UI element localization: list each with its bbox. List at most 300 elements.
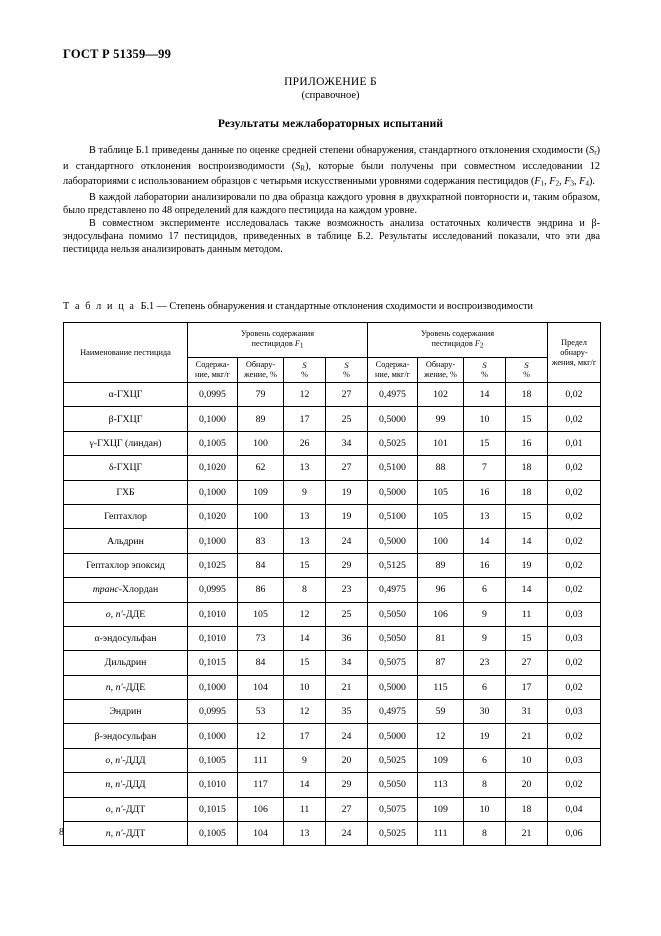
cell-f1-sr: 12: [284, 383, 326, 407]
table-row: [64, 822, 601, 846]
p1-part-c: ), которые были получены при совместном исследовании 12 лабораториями с использованием образцов с четырьмя искусственными уровнями содержания пестицидов (: [63, 160, 600, 188]
pesticide-name-prefix: транс: [92, 584, 119, 596]
cell-detection-limit: 0,02: [548, 724, 601, 748]
pesticide-name-main: -ДДД: [122, 755, 146, 767]
paragraph-2: В каждой лаборатории анализировали по два образца каждого уровня в двухкратной повторности и, таким образом, было представлено по 48 определений для каждого пестицида на каждом уровне.: [63, 192, 600, 217]
cell-pesticide-name: [64, 602, 188, 626]
cell-f1-detection: 73: [238, 626, 284, 650]
cell-f2-content: 0,5050: [368, 626, 418, 650]
cell-f1-content: 0,1025: [188, 553, 238, 577]
pesticide-name-main: -ДДД: [122, 779, 146, 791]
pesticide-name-main: ГХЦГ: [116, 413, 143, 425]
cell-f1-content: 0,1000: [188, 480, 238, 504]
cell-pesticide-name: [64, 578, 188, 602]
cell-f2-sR: 18: [506, 383, 548, 407]
cell-f2-content: 0,5050: [368, 602, 418, 626]
cell-f2-content: 0,5075: [368, 797, 418, 821]
cell-f2-sr: 15: [464, 431, 506, 455]
header-f1-sr: [284, 358, 326, 383]
cell-f1-sr: 17: [284, 724, 326, 748]
header-f1-detection: Обнару-жение, %: [238, 358, 284, 383]
cell-f2-detection: 89: [418, 553, 464, 577]
cell-f1-sR: 34: [326, 431, 368, 455]
cell-f1-sR: 25: [326, 407, 368, 431]
cell-f1-detection: 104: [238, 675, 284, 699]
header-pesticide-name: Наименование пестицида: [64, 323, 188, 383]
pesticide-name-prefix: β-: [94, 730, 103, 742]
cell-detection-limit: 0,02: [548, 651, 601, 675]
cell-f2-detection: 106: [418, 602, 464, 626]
cell-f1-sr: 12: [284, 700, 326, 724]
cell-f1-detection: 106: [238, 797, 284, 821]
cell-f1-sr: 12: [284, 602, 326, 626]
p1-part-d: ).: [588, 176, 595, 188]
cell-f2-detection: 81: [418, 626, 464, 650]
table-row: [64, 724, 601, 748]
table-header-row-groups: [64, 323, 601, 358]
cell-f1-content: 0,1000: [188, 529, 238, 553]
pesticide-name-prefix: γ-: [89, 437, 98, 449]
cell-detection-limit: 0,01: [548, 431, 601, 455]
header-group-f1-sub: 1: [299, 341, 304, 350]
cell-f1-sR: 27: [326, 383, 368, 407]
pesticide-name-prefix: о, п′: [105, 608, 123, 620]
cell-f1-sR: 24: [326, 822, 368, 846]
table-row: [64, 431, 601, 455]
cell-f2-content: 0,4975: [368, 383, 418, 407]
pesticide-name-prefix: п, п′: [105, 681, 123, 693]
cell-f2-sr: 16: [464, 480, 506, 504]
cell-f1-sR: 19: [326, 504, 368, 528]
cell-f2-content: 0,4975: [368, 700, 418, 724]
pesticide-name-prefix: α-: [94, 633, 103, 645]
table-row: [64, 456, 601, 480]
header-f2-detection: Обнару-жение, %: [418, 358, 464, 383]
cell-f2-sR: 14: [506, 578, 548, 602]
header-group-f2: [368, 323, 548, 358]
cell-f1-detection: 79: [238, 383, 284, 407]
cell-f2-sR: 18: [506, 456, 548, 480]
cell-pesticide-name: [64, 822, 188, 846]
cell-f1-sr: 14: [284, 773, 326, 797]
cell-f2-content: 0,5025: [368, 822, 418, 846]
cell-f2-sr: 8: [464, 822, 506, 846]
pesticide-name-main: ГХБ: [116, 486, 135, 498]
table-row: [64, 529, 601, 553]
cell-f2-sR: 18: [506, 480, 548, 504]
cell-f1-detection: 53: [238, 700, 284, 724]
p1-symbol-f2: F: [549, 176, 556, 188]
cell-f2-sr: 14: [464, 529, 506, 553]
table-row: [64, 578, 601, 602]
standard-header: ГОСТ Р 51359—99: [63, 47, 172, 61]
cell-f2-sr: 6: [464, 578, 506, 602]
cell-f2-content: 0,5025: [368, 431, 418, 455]
cell-f1-sr: 10: [284, 675, 326, 699]
table-row: [64, 626, 601, 650]
cell-f1-sR: 20: [326, 748, 368, 772]
header-f1-sR: [326, 358, 368, 383]
cell-f2-sr: 19: [464, 724, 506, 748]
pesticide-name-main: Альдрин: [107, 535, 144, 547]
cell-f1-sr: 13: [284, 529, 326, 553]
cell-f1-sr: 14: [284, 626, 326, 650]
table-row: [64, 407, 601, 431]
cell-f2-sr: 9: [464, 626, 506, 650]
cell-detection-limit: 0,03: [548, 700, 601, 724]
p1-symbol-f1-sub: 1: [540, 179, 545, 188]
table-row: [64, 773, 601, 797]
pesticide-name-main: ГХЦГ: [116, 462, 143, 474]
cell-f2-detection: 12: [418, 724, 464, 748]
p1-symbol-sr: S: [589, 145, 595, 156]
cell-f2-content: 0,5025: [368, 748, 418, 772]
cell-f2-sR: 31: [506, 700, 548, 724]
table-row: [64, 651, 601, 675]
header-f1-sr-unit: %: [301, 369, 308, 379]
pesticide-name-main: Дильдрин: [104, 657, 147, 669]
cell-f1-sr: 15: [284, 651, 326, 675]
cell-f2-detection: 115: [418, 675, 464, 699]
cell-f2-sr: 9: [464, 602, 506, 626]
cell-f2-content: 0,5075: [368, 651, 418, 675]
cell-f1-sR: 29: [326, 553, 368, 577]
pesticide-name-prefix: п, п′: [105, 779, 123, 791]
cell-f1-content: 0,1010: [188, 602, 238, 626]
header-f1-sR-symbol: S: [344, 359, 349, 370]
annex-subtitle: (справочное): [301, 90, 360, 101]
cell-f1-detection: 83: [238, 529, 284, 553]
cell-f1-sr: 17: [284, 407, 326, 431]
cell-f1-sR: 36: [326, 626, 368, 650]
cell-f1-sR: 29: [326, 773, 368, 797]
cell-f1-sR: 19: [326, 480, 368, 504]
header-f1-sr-symbol: S: [302, 359, 307, 370]
cell-f2-sr: 10: [464, 407, 506, 431]
cell-detection-limit: 0,03: [548, 602, 601, 626]
cell-detection-limit: 0,02: [548, 578, 601, 602]
cell-detection-limit: 0,02: [548, 480, 601, 504]
cell-detection-limit: 0,02: [548, 529, 601, 553]
header-detection-limit: Предел обнару-жения, мкг/г: [548, 323, 601, 383]
cell-pesticide-name: [64, 456, 188, 480]
cell-f1-detection: 104: [238, 822, 284, 846]
cell-f1-sR: 35: [326, 700, 368, 724]
table-row: [64, 700, 601, 724]
cell-f2-sR: 21: [506, 724, 548, 748]
cell-f2-detection: 101: [418, 431, 464, 455]
p1-part-a: В таблице Б.1 приведены данные по оценке средней степени обнаружения, стандартного отклонения сходимости (: [89, 145, 590, 156]
cell-f1-sr: 13: [284, 504, 326, 528]
header-group-f2-line2: пестицидов: [431, 339, 473, 349]
cell-f2-sR: 18: [506, 797, 548, 821]
cell-f2-sr: 8: [464, 773, 506, 797]
cell-f2-detection: 109: [418, 748, 464, 772]
cell-f1-content: 0,0995: [188, 383, 238, 407]
cell-f1-sR: 21: [326, 675, 368, 699]
cell-pesticide-name: [64, 700, 188, 724]
cell-f1-content: 0,1010: [188, 626, 238, 650]
table-row: [64, 748, 601, 772]
p1-symbol-f2-sub: 2: [555, 179, 560, 188]
cell-f1-detection: 117: [238, 773, 284, 797]
header-f2-sr-symbol: S: [482, 359, 487, 370]
cell-f1-sr: 9: [284, 480, 326, 504]
cell-f2-detection: 100: [418, 529, 464, 553]
cell-pesticide-name: [64, 407, 188, 431]
cell-f1-sR: 27: [326, 797, 368, 821]
pesticide-name-main: Эндрин: [109, 706, 142, 718]
body-text-block: [63, 144, 600, 256]
cell-f2-detection: 105: [418, 504, 464, 528]
cell-detection-limit: 0,04: [548, 797, 601, 821]
table-caption-label: Т а б л и ц а: [63, 301, 136, 312]
p1-symbol-sr-sub: r: [594, 148, 597, 157]
p1-symbol-f3-sub: 3: [570, 179, 575, 188]
cell-f2-detection: 113: [418, 773, 464, 797]
cell-f1-sR: 34: [326, 651, 368, 675]
pesticide-name-main: ГХЦГ (линдан): [97, 437, 162, 449]
cell-f1-sR: 24: [326, 724, 368, 748]
cell-f1-content: 0,1015: [188, 797, 238, 821]
cell-f1-detection: 105: [238, 602, 284, 626]
cell-f1-content: 0,1020: [188, 504, 238, 528]
cell-f2-content: 0,5100: [368, 504, 418, 528]
pesticide-name-prefix: β-: [108, 413, 117, 425]
cell-f2-content: 0,5000: [368, 675, 418, 699]
pesticide-name-main: ГХЦГ: [116, 389, 143, 401]
cell-f2-content: 0,5100: [368, 456, 418, 480]
cell-detection-limit: 0,02: [548, 383, 601, 407]
cell-f1-content: 0,1000: [188, 407, 238, 431]
pesticide-name-main: -ДДТ: [122, 803, 146, 815]
cell-f1-detection: 109: [238, 480, 284, 504]
table-body: [64, 383, 601, 846]
cell-f2-sr: 14: [464, 383, 506, 407]
cell-f1-detection: 86: [238, 578, 284, 602]
cell-f1-content: 0,1015: [188, 651, 238, 675]
cell-f2-sr: 6: [464, 748, 506, 772]
table-row: [64, 797, 601, 821]
pesticide-name-prefix: п, п′: [105, 828, 123, 840]
header-f2-sR: [506, 358, 548, 383]
cell-f2-sR: 11: [506, 602, 548, 626]
header-f1-content: Содержа-ние, мкг/г: [188, 358, 238, 383]
cell-f1-sr: 15: [284, 553, 326, 577]
cell-f2-content: 0,5000: [368, 407, 418, 431]
table-row: [64, 553, 601, 577]
cell-f1-sr: 26: [284, 431, 326, 455]
annex-heading-block: [0, 76, 661, 101]
cell-f1-content: 0,0995: [188, 700, 238, 724]
cell-f2-detection: 96: [418, 578, 464, 602]
table-row: [64, 383, 601, 407]
cell-f2-sR: 15: [506, 407, 548, 431]
cell-detection-limit: 0,02: [548, 456, 601, 480]
cell-f2-detection: 105: [418, 480, 464, 504]
p1-symbol-f4-sub: 4: [585, 179, 589, 188]
cell-f2-content: 0,5000: [368, 529, 418, 553]
cell-pesticide-name: [64, 529, 188, 553]
cell-pesticide-name: [64, 797, 188, 821]
cell-f1-detection: 84: [238, 651, 284, 675]
cell-pesticide-name: [64, 626, 188, 650]
cell-f1-content: 0,1010: [188, 773, 238, 797]
cell-f2-sR: 20: [506, 773, 548, 797]
table-row: [64, 602, 601, 626]
cell-detection-limit: 0,02: [548, 675, 601, 699]
section-title: Результаты межлабораторных испытаний: [217, 118, 444, 130]
cell-f2-content: 0,5000: [368, 724, 418, 748]
cell-f1-detection: 84: [238, 553, 284, 577]
cell-f1-content: 0,1005: [188, 748, 238, 772]
p1-symbol-f3: F: [564, 176, 571, 188]
cell-f2-sR: 17: [506, 675, 548, 699]
cell-f2-sr: 6: [464, 675, 506, 699]
p1-symbol-f1: F: [534, 176, 541, 188]
cell-f2-sR: 14: [506, 529, 548, 553]
cell-f2-detection: 99: [418, 407, 464, 431]
header-f2-sr: [464, 358, 506, 383]
header-group-f2-symbol: F: [474, 339, 480, 349]
cell-f1-content: 0,1005: [188, 431, 238, 455]
cell-f2-detection: 109: [418, 797, 464, 821]
cell-pesticide-name: [64, 383, 188, 407]
cell-f1-sr: 9: [284, 748, 326, 772]
header-group-f2-sub: 2: [479, 341, 484, 350]
cell-f1-sR: 27: [326, 456, 368, 480]
table-row: [64, 675, 601, 699]
cell-f1-sR: 23: [326, 578, 368, 602]
cell-detection-limit: 0,02: [548, 504, 601, 528]
pesticide-name-main: Гептахлор эпоксид: [86, 559, 165, 571]
cell-pesticide-name: [64, 724, 188, 748]
cell-f1-sr: 13: [284, 456, 326, 480]
header-group-f1-symbol: F: [294, 339, 300, 349]
paragraph-1: В таблице Б.1 приведены данные по оценке средней степени обнаружения, стандартного отклонения сходимости $(S_r)$ и стандартного отклонения воспроизводимости $(S_R)$, которые были получены при совместном исследовании 12 лабораториями с использованием образцов с четырьмя искусственными уровнями содержания пестицидов ($F_1$, $F_2$, $F_3$, $F_4$).: [63, 145, 600, 188]
header-f2-sr-unit: %: [481, 369, 488, 379]
table-caption-number: Б.1: [140, 301, 155, 312]
pesticide-name-main: -Хлордан: [118, 584, 159, 596]
table-caption: [63, 301, 533, 312]
cell-f1-content: 0,1000: [188, 675, 238, 699]
cell-f1-sr: 8: [284, 578, 326, 602]
pesticide-name-main: Гептахлор: [104, 511, 147, 523]
cell-detection-limit: 0,02: [548, 407, 601, 431]
pesticide-name-main: -ДДЕ: [122, 681, 146, 693]
table-row: [64, 480, 601, 504]
p1-symbol-f4: F: [579, 176, 586, 188]
header-group-f1-line1: Уровень содержания: [240, 329, 315, 339]
p1-symbol-sR: S: [295, 160, 301, 172]
cell-f2-content: 0,5000: [368, 480, 418, 504]
cell-detection-limit: 0,03: [548, 626, 601, 650]
header-group-f1-line2: пестицидов: [251, 339, 293, 349]
cell-f2-content: 0,5125: [368, 553, 418, 577]
cell-pesticide-name: [64, 773, 188, 797]
cell-f2-sr: 10: [464, 797, 506, 821]
cell-f1-sr: 13: [284, 822, 326, 846]
header-group-f2-line1: Уровень содержания: [420, 329, 495, 339]
results-table: [63, 322, 601, 846]
cell-detection-limit: 0,06: [548, 822, 601, 846]
cell-f1-sR: 25: [326, 602, 368, 626]
cell-f2-detection: 88: [418, 456, 464, 480]
cell-f1-detection: 62: [238, 456, 284, 480]
table-caption-text: — Степень обнаружения и стандартные отклонения сходимости и воспроизводимости: [156, 301, 534, 312]
cell-pesticide-name: [64, 504, 188, 528]
cell-f1-detection: 12: [238, 724, 284, 748]
table-row: [64, 504, 601, 528]
cell-f2-detection: 59: [418, 700, 464, 724]
cell-f2-sR: 21: [506, 822, 548, 846]
cell-f2-sR: 27: [506, 651, 548, 675]
pesticide-name-prefix: о, п′: [105, 803, 123, 815]
pesticide-name-prefix: δ-: [108, 462, 117, 474]
cell-f2-sR: 16: [506, 431, 548, 455]
cell-f2-detection: 111: [418, 822, 464, 846]
pesticide-name-main: эндосульфан: [102, 730, 157, 742]
p1-symbol-sR-sub: R: [300, 164, 306, 173]
cell-f1-content: 0,1005: [188, 822, 238, 846]
cell-detection-limit: 0,02: [548, 553, 601, 577]
cell-f1-content: 0,1000: [188, 724, 238, 748]
cell-detection-limit: 0,03: [548, 748, 601, 772]
header-f2-content: Содержа-ние, мкг/г: [368, 358, 418, 383]
cell-f1-detection: 89: [238, 407, 284, 431]
pesticide-name-prefix: α-: [108, 389, 117, 401]
cell-f2-sR: 15: [506, 504, 548, 528]
header-f2-sR-unit: %: [523, 369, 530, 379]
cell-f1-content: 0,0995: [188, 578, 238, 602]
cell-f2-sr: 7: [464, 456, 506, 480]
cell-f2-sr: 30: [464, 700, 506, 724]
cell-f2-sR: 19: [506, 553, 548, 577]
cell-f1-detection: 100: [238, 431, 284, 455]
cell-f2-sR: 10: [506, 748, 548, 772]
cell-f2-sr: 13: [464, 504, 506, 528]
p1-part-b: ) и стандартного отклонения воспроизводимости (: [63, 145, 600, 172]
pesticide-name-main: -ДДТ: [122, 828, 146, 840]
pesticide-name-prefix: о, п′: [105, 755, 123, 767]
cell-f2-detection: 102: [418, 383, 464, 407]
header-f1-sR-unit: %: [343, 369, 350, 379]
cell-f2-sr: 16: [464, 553, 506, 577]
header-f2-sR-symbol: S: [524, 359, 529, 370]
cell-pesticide-name: [64, 748, 188, 772]
cell-f2-sR: 15: [506, 626, 548, 650]
pesticide-name-main: эндосульфан: [102, 633, 157, 645]
cell-f1-content: 0,1020: [188, 456, 238, 480]
cell-pesticide-name: [64, 431, 188, 455]
cell-f1-sr: 11: [284, 797, 326, 821]
annex-title: ПРИЛОЖЕНИЕ Б: [284, 76, 377, 88]
cell-pesticide-name: [64, 480, 188, 504]
cell-pesticide-name: [64, 553, 188, 577]
cell-f2-sr: 23: [464, 651, 506, 675]
paragraph-3: В совместном эксперименте исследовалась также возможность анализа остаточных количеств эндрина и β-эндосульфана помимо 17 пестицидов, приведенных в таблице Б.2. Результаты исследований показали, что эти два пестицида нельзя анализировать данным методом.: [63, 218, 600, 256]
cell-f1-detection: 100: [238, 504, 284, 528]
cell-f2-content: 0,4975: [368, 578, 418, 602]
cell-pesticide-name: [64, 651, 188, 675]
cell-f1-sR: 24: [326, 529, 368, 553]
pesticide-name-main: -ДДЕ: [122, 608, 146, 620]
header-group-f1: [188, 323, 368, 358]
page-number: 8: [59, 827, 64, 838]
table-header: [64, 323, 601, 383]
cell-detection-limit: 0,02: [548, 773, 601, 797]
cell-f2-detection: 87: [418, 651, 464, 675]
